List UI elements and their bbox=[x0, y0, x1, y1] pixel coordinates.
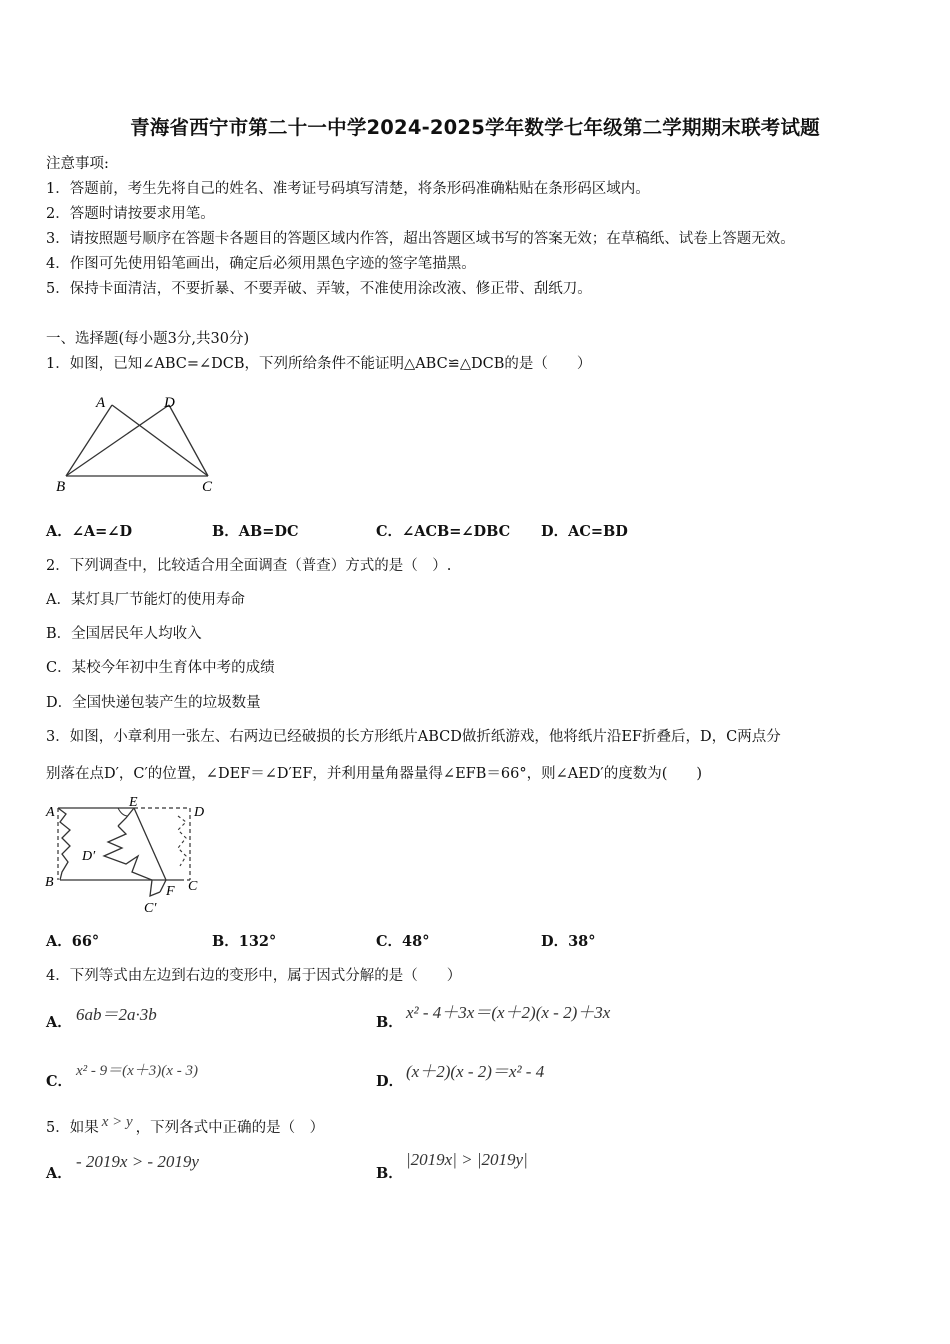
option-a-label[interactable]: A． bbox=[46, 1014, 72, 1031]
question-5-stem bbox=[46, 1116, 324, 1137]
vertex-label-c: C bbox=[188, 879, 198, 894]
note-item: 3．请按照题号顺序在答题卡各题目的答题区域内作答，超出答题区域书写的答案无效；在草稿纸、试卷上答题无效。 bbox=[46, 231, 795, 247]
option-c[interactable]: C．48° bbox=[376, 933, 430, 950]
question-4-stem: 4．下列等式由左边到右边的变形中，属于因式分解的是（ ） bbox=[46, 968, 462, 984]
option-d-expression: (x＋2)(x - 2)＝x² - 4 bbox=[406, 1062, 545, 1081]
question-3-stem-line1: 3．如图，小章利用一张左、右两边已经破损的长方形纸片ABCD做折纸游戏，他将纸片沿EF折叠后，D，C两点分 bbox=[46, 729, 781, 745]
option-b[interactable]: B．全国居民年人均收入 bbox=[46, 626, 202, 642]
option-b-label[interactable]: B． bbox=[376, 1165, 403, 1182]
option-c[interactable]: C．∠ACB=∠DBC bbox=[376, 523, 511, 540]
option-a[interactable]: A．∠A=∠D bbox=[46, 523, 133, 540]
option-a[interactable]: A．某灯具厂节能灯的使用寿命 bbox=[46, 592, 245, 608]
vertex-label-d-prime: D′ bbox=[82, 849, 96, 864]
option-c-expression: x² - 9＝(x＋3)(x - 3) bbox=[76, 1063, 198, 1079]
question-5-stem-pre: 5．如果 bbox=[46, 1120, 99, 1136]
option-c[interactable]: C．某校今年初中生育体中考的成绩 bbox=[46, 660, 275, 676]
option-b[interactable]: B．132° bbox=[212, 933, 277, 950]
option-d[interactable]: D．38° bbox=[541, 933, 596, 950]
note-item: 1．答题前，考生先将自己的姓名、准考证号码填写清楚，将条形码准确粘贴在条形码区域内。 bbox=[46, 181, 650, 197]
page-title: 青海省西宁市第二十一中学2024-2025学年数学七年级第二学期期末联考试题 bbox=[130, 116, 820, 139]
vertex-label-b: B bbox=[45, 875, 54, 890]
notes-heading: 注意事项: bbox=[46, 156, 109, 172]
question-3-stem-line2: 别落在点D′，C′的位置，∠DEF＝∠D′EF，并利用量角器量得∠EFB＝66°，则∠AED′的度数为( ) bbox=[46, 766, 703, 782]
note-item: 5．保持卡面清洁，不要折暴、不要弄破、弄皱，不准使用涂改液、修正带、刮纸刀。 bbox=[46, 281, 592, 297]
option-b-label[interactable]: B． bbox=[376, 1014, 403, 1031]
option-a-expression: 6ab＝2a·3b bbox=[76, 1005, 157, 1024]
option-b-expression: |2019x| > |2019y| bbox=[406, 1150, 528, 1169]
option-a[interactable]: A．66° bbox=[46, 933, 100, 950]
vertex-label-c: C bbox=[202, 479, 213, 495]
vertex-label-a: A bbox=[46, 805, 55, 820]
question-5-stem-post: ，下列各式中正确的是（ ） bbox=[135, 1120, 325, 1136]
triangle-figure bbox=[50, 388, 220, 498]
vertex-label-d: D bbox=[194, 805, 205, 820]
option-d[interactable]: D．全国快递包装产生的垃圾数量 bbox=[46, 695, 261, 711]
option-a-label[interactable]: A． bbox=[46, 1165, 72, 1182]
vertex-label-d: D bbox=[164, 395, 175, 411]
option-d[interactable]: D．AC=BD bbox=[541, 523, 628, 540]
option-b-expression: x² - 4＋3x＝(x＋2)(x - 2)＋3x bbox=[406, 1003, 611, 1022]
option-a-expression: - 2019x > - 2019y bbox=[76, 1152, 199, 1171]
option-c-label[interactable]: C． bbox=[46, 1073, 73, 1090]
vertex-label-f: F bbox=[166, 884, 175, 899]
option-b[interactable]: B．AB=DC bbox=[212, 523, 299, 540]
vertex-label-a: A bbox=[96, 395, 106, 411]
note-item: 2．答题时请按要求用笔。 bbox=[46, 206, 215, 222]
option-d-label[interactable]: D． bbox=[376, 1073, 404, 1090]
section-heading: 一、选择题(每小题3分,共30分) bbox=[46, 331, 250, 347]
vertex-label-b: B bbox=[56, 479, 66, 495]
vertex-label-e: E bbox=[129, 796, 138, 810]
note-item: 4．作图可先使用铅笔画出，确定后必须用黑色字迹的签字笔描黑。 bbox=[46, 256, 476, 272]
question-1-stem: 1．如图，已知∠ABC=∠DCB，下列所给条件不能证明△ABC≌△DCB的是（ ） bbox=[46, 356, 592, 372]
fold-figure bbox=[42, 796, 217, 918]
question-2-stem: 2．下列调查中，比较适合用全面调查（普查）方式的是（ ）. bbox=[46, 558, 452, 574]
vertex-label-c-prime: C′ bbox=[144, 901, 157, 916]
question-5-condition: x > y bbox=[101, 1114, 133, 1130]
